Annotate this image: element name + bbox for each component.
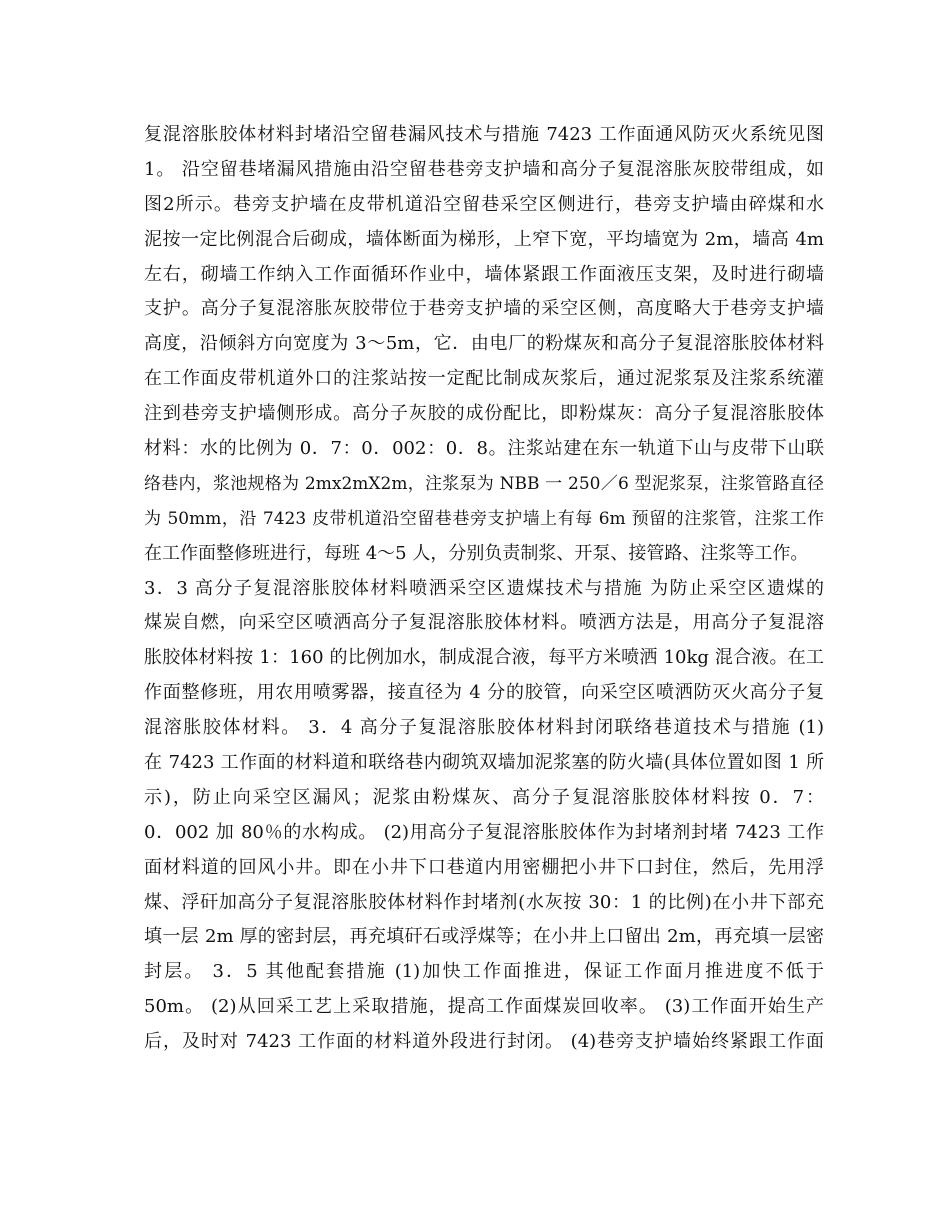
text-line-20: 示)，防止向采空区漏风；泥浆由粉煤灰、高分子复混溶胀胶体材料按 0．7： <box>144 786 824 808</box>
text-line-6: 支护。高分子复混溶胀灰胶带位于巷旁支护墙的采空区侧，高度略大于巷旁支护墙 <box>144 298 824 320</box>
text-line-27: 后，及时对 7423 工作面的材料道外段进行封闭。 (4)巷旁支护墙始终紧跟工作面 <box>144 1031 824 1053</box>
text-line-17: 作面整修班，用农用喷雾器，接直径为 4 分的胶管，向采空区喷洒防灭火高分子复 <box>144 682 824 704</box>
text-line-7: 高度，沿倾斜方向宽度为 3～5m，它．由电厂的粉煤灰和高分子复混溶胀胶体材料 <box>144 333 824 355</box>
text-line-21: 0．002 加 80％的水构成。 (2)用高分子复混溶胀胶体作为封堵剂封堵 7423 工作 <box>144 821 824 843</box>
text-line-3: 图2所示。巷旁支护墙在皮带机道沿空留巷采空区侧进行，巷旁支护墙由碎煤和水 <box>144 193 824 215</box>
text-line-10: 材料：水的比例为 0．7：0．002：0．8。注浆站建在东一轨道下山与皮带下山联 <box>144 438 824 460</box>
text-line-4: 泥按一定比例混合后砌成，墙体断面为梯形，上窄下宽，平均墙宽为 2m，墙高 4m <box>144 228 824 250</box>
text-line-19: 在 7423 工作面的材料道和联络巷内砌筑双墙加泥浆塞的防火墙(具体位置如图 1 所 <box>144 752 824 774</box>
text-line-8: 在工作面皮带机道外口的注浆站按一定配比制成灰浆后，通过泥浆泵及注浆系统灌 <box>144 368 824 390</box>
text-line-26: 50m。 (2)从回采工艺上采取措施，提高工作面煤炭回收率。 (3)工作面开始生产 <box>144 996 824 1018</box>
text-line-11: 络巷内，浆池规格为 2mx2mX2m，注浆泵为 NBB 一 250／6 型泥浆泵，注浆管路直径 <box>144 473 824 494</box>
text-line-14: 3．3 高分子复混溶胀胶体材料喷洒采空区遗煤技术与措施 为防止采空区遗煤的 <box>144 577 824 599</box>
text-line-12: 为 50mm，沿 7423 皮带机道沿空留巷巷旁支护墙上有每 6m 预留的注浆管，注浆工作 <box>144 508 824 529</box>
text-line-22: 面材料道的回风小井。即在小井下口巷道内用密棚把小井下口封住，然后，先用浮 <box>144 856 824 878</box>
body-text <box>144 118 824 1060</box>
text-line-15: 煤炭自燃，向采空区喷洒高分子复混溶胀胶体材料。喷洒方法是，用高分子复混溶 <box>144 612 824 634</box>
text-line-25: 封层。 3．5 其他配套措施 (1)加快工作面推进，保证工作面月推进度不低于 <box>144 961 824 983</box>
text-line-23: 煤、浮矸加高分子复混溶胀胶体材料作封堵剂(水灰按 30：1 的比例)在小井下部充 <box>144 891 824 913</box>
text-line-13: 在工作面整修班进行，每班 4～5 人，分别负责制浆、开泵、接管路、注浆等工作。 <box>144 542 809 564</box>
text-line-24: 填一层 2m 厚的密封层，再充填矸石或浮煤等；在小井上口留出 2m，再充填一层密 <box>144 926 824 948</box>
text-line-18: 混溶胀胶体材料。 3．4 高分子复混溶胀胶体材料封闭联络巷道技术与措施 (1) <box>144 717 824 739</box>
text-line-1: 复混溶胀胶体材料封堵沿空留巷漏风技术与措施 7423 工作面通风防灭火系统见图 <box>144 124 824 145</box>
text-line-9: 注到巷旁支护墙侧形成。高分子灰胶的成份配比，即粉煤灰：高分子复混溶胀胶体 <box>144 403 824 425</box>
text-line-2: 1。 沿空留巷堵漏风措施由沿空留巷巷旁支护墙和高分子复混溶胀灰胶带组成，如 <box>144 158 824 180</box>
text-line-16: 胀胶体材料按 1：160 的比例加水，制成混合液，每平方米喷洒 10kg 混合液。在工 <box>144 647 824 669</box>
text-line-5: 左右，砌墙工作纳入工作面循环作业中，墙体紧跟工作面液压支架，及时进行砌墙 <box>144 263 824 285</box>
